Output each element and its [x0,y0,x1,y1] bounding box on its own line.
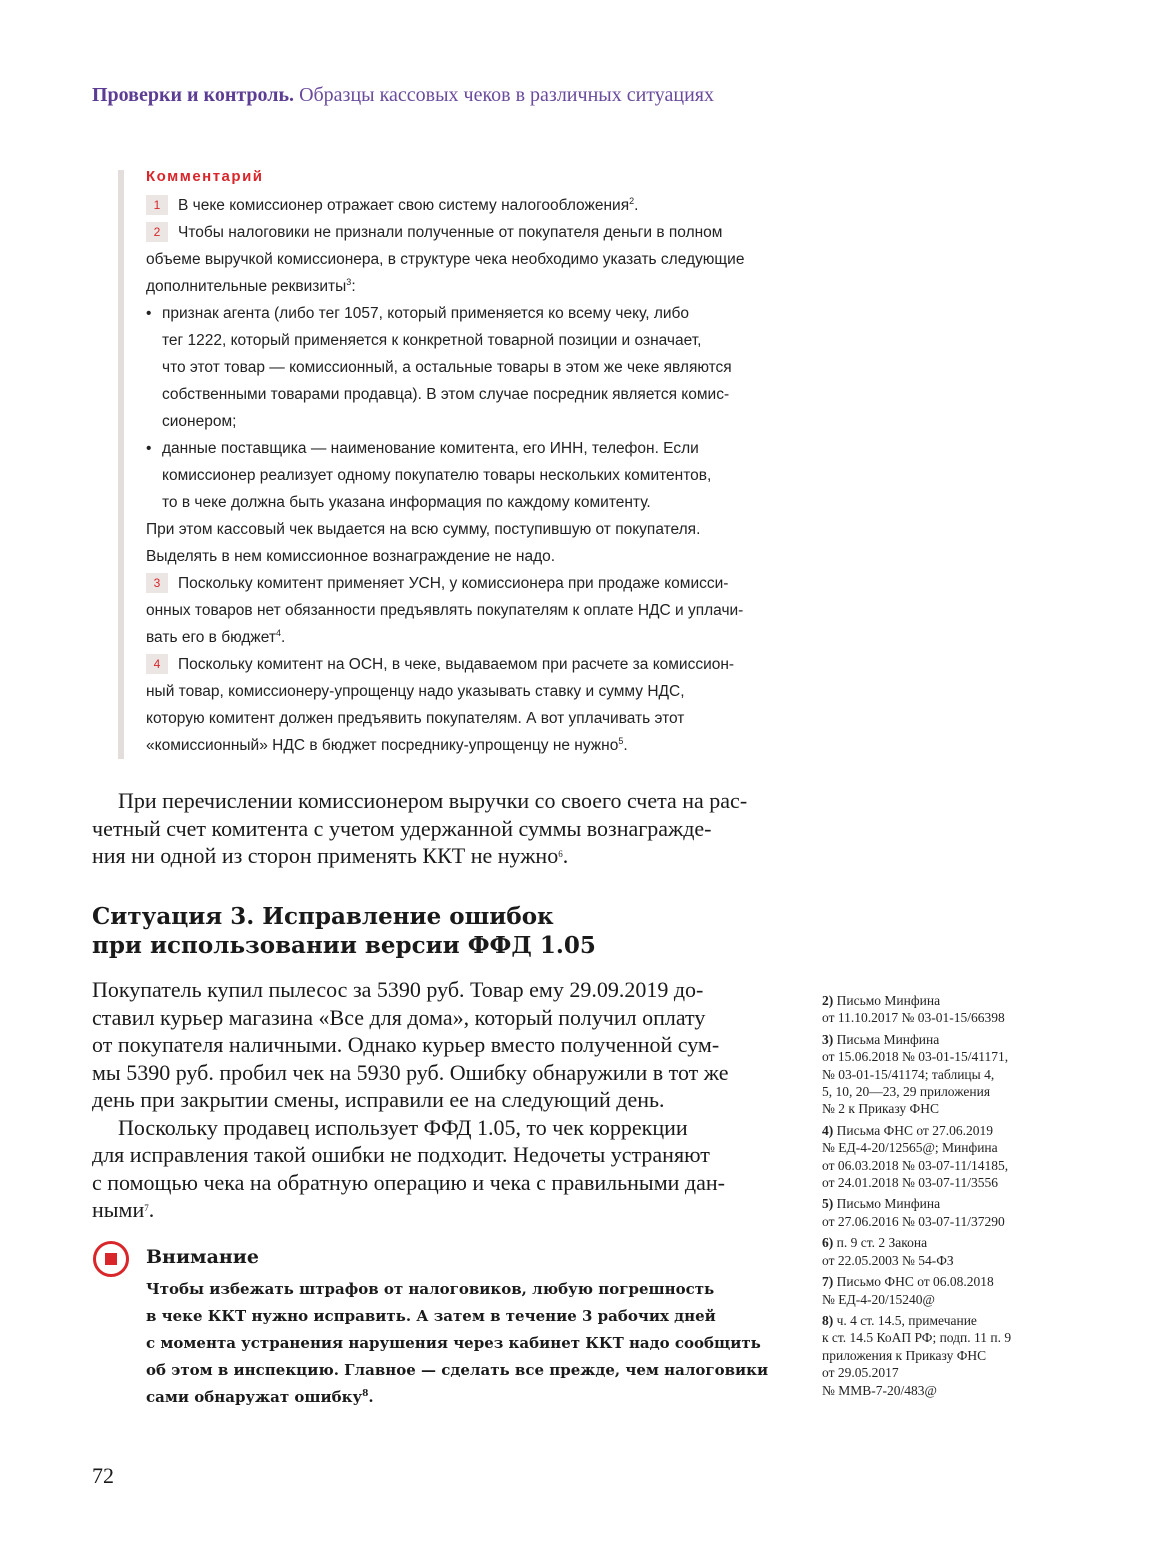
comment-box [118,170,806,759]
footnotes-sidebar [822,992,1062,1403]
attention-text: Чтобы избежать штрафов от налоговиков, любую погрешность в чеке ККТ нужно исправить. А затем в течение 3 рабочих дней с момента устранения нарушения через кабинет ККТ надо сообщить об этом в инспекцию. Главное — сделать все прежде, чем налоговики сами обнаружат ошибку$^8$. [146,1280,769,1406]
footnote: 4) Письма ФНС от 27.06.2019 № ЕД-4-20/12565@; Минфина от 06.03.2018 № 03-07-11/14185, от 24.01.2018 № 03-07-11/3556 [822,1122,1009,1191]
item-number: 4 [146,654,168,674]
item-number: 3 [146,573,168,593]
bullet-mark: • [146,305,152,322]
footnote: 6) п. 9 ст. 2 Закона от 22.05.2003 № 54-ФЗ [822,1235,954,1268]
item-number: 2 [146,222,168,242]
bullet-mark: • [146,440,152,457]
comment-item-4: 4 Поскольку комитент на ОСН, в чеке, выдаваемом при расчете за комиссион- ный товар, комиссионеру-упрощенцу надо указывать ставку и сумму НДС, которую комитент должен предъявить покупателям. А вот уплачивать этот «комиссионный» НДС в бюджет посреднику-упрощенцу не нужно$^5$. [146,656,735,754]
paragraph-1: При перечислении комиссионером выручки со своего счета на рас- четный счет комитента с учетом удержанной суммы вознагражде- ния ни одной из сторон применять ККТ не нужно$^6$. [92,788,748,868]
running-header [92,84,714,107]
header-subtitle: Образцы кассовых чеков в различных ситуациях [299,84,714,106]
footnote: 8) ч. 4 ст. 14.5, примечание к ст. 14.5 КоАП РФ; подп. 11 п. 9 приложения к Приказу ФНС от 29.05.2017 № ММВ-7-20/483@ [822,1312,1012,1398]
footnote: 2) Письмо Минфина от 11.10.2017 № 03-01-15/66398 [822,993,1005,1026]
paragraph-3: Поскольку продавец использует ФФД 1.05, то чек коррекции для исправления такой ошибки не подходит. Недочеты устраняют с помощью чека на обратную операцию и чека с правильными дан- ными$^7$. [92,1114,725,1222]
footnote: 3) Письма Минфина от 15.06.2018 № 03-01-15/41171, № 03-01-15/41174; таблицы 4, 5, 10, 20—23, 29 приложения № 2 к Приказу ФНС [822,1031,1009,1117]
attention-icon [93,1241,129,1277]
paragraph-2: Покупатель купил пылесос за 5390 руб. Товар ему 29.09.2019 до- ставил курьер магазина «Все для дома», который получил оплату от покупателя наличными. Однако курьер вместо полученной сум- мы 5390 руб. пробил чек на 5930 руб. Ошибку обнаружили в тот же день при закрытии смены, исправили ее на следующий день. Поскольку продавец использует ФФД 1.05, то чек коррекции для исправления такой ошибки не подходит. Недочеты устраняют с помощью чека на обратную операцию и чека с правильными дан- ными$^7$. [92,976,768,1224]
header-section: Проверки и контроль. [92,84,295,106]
comment-bullet-1: • признак агента (либо тег 1057, который применяется ко всему чеку, либо тег 1222, который применяется к конкретной товарной позиции и означает, что этот товар — комиссионный, а остальные товары в этом же чеке являются собственными товарами продавца). В этом случае посредник является комис- сионером; [146,300,806,435]
comment-item-2: 2 Чтобы налоговики не признали полученные от покупателя деньги в полном объеме выручкой комиссионера, в структуре чека необходимо указать следующие дополнительные реквизиты$^3$: [146,224,745,295]
comment-item-3: 3 Поскольку комитент применяет УСН, у комиссионера при продаже комисси- онных товаров нет обязанности предъявлять покупателям к оплате НДС и уплачи- вать его в бюджет$^4$. [146,575,744,646]
item-number: 1 [146,195,168,215]
footnote: 7) Письмо ФНС от 06.08.2018 № ЕД-4-20/15240@ [822,1274,994,1307]
comment-bullet-2: • данные поставщика — наименование комитента, его ИНН, телефон. Если комиссионер реализует одному покупателю товары нескольких комитентов, то в чеке должна быть указана информация по каждому комитенту. [146,435,806,516]
page-number: 72 [92,1463,114,1488]
comment-item-1: 1 В чеке комиссионер отражает свою систему налогообложения$^2$. [146,192,806,219]
footnote: 5) Письмо Минфина от 27.06.2016 № 03-07-11/37290 [822,1196,1005,1229]
section-heading: Ситуация 3. Исправление ошибок при использовании версии ФФД 1.05 [92,903,596,959]
attention-title: Внимание [146,1246,259,1268]
comment-title: Комментарий [146,168,264,185]
comment-after-bullets: При этом кассовый чек выдается на всю сумму, поступившую от покупателя. Выделять в нем комиссионное вознаграждение не надо. [146,521,701,565]
